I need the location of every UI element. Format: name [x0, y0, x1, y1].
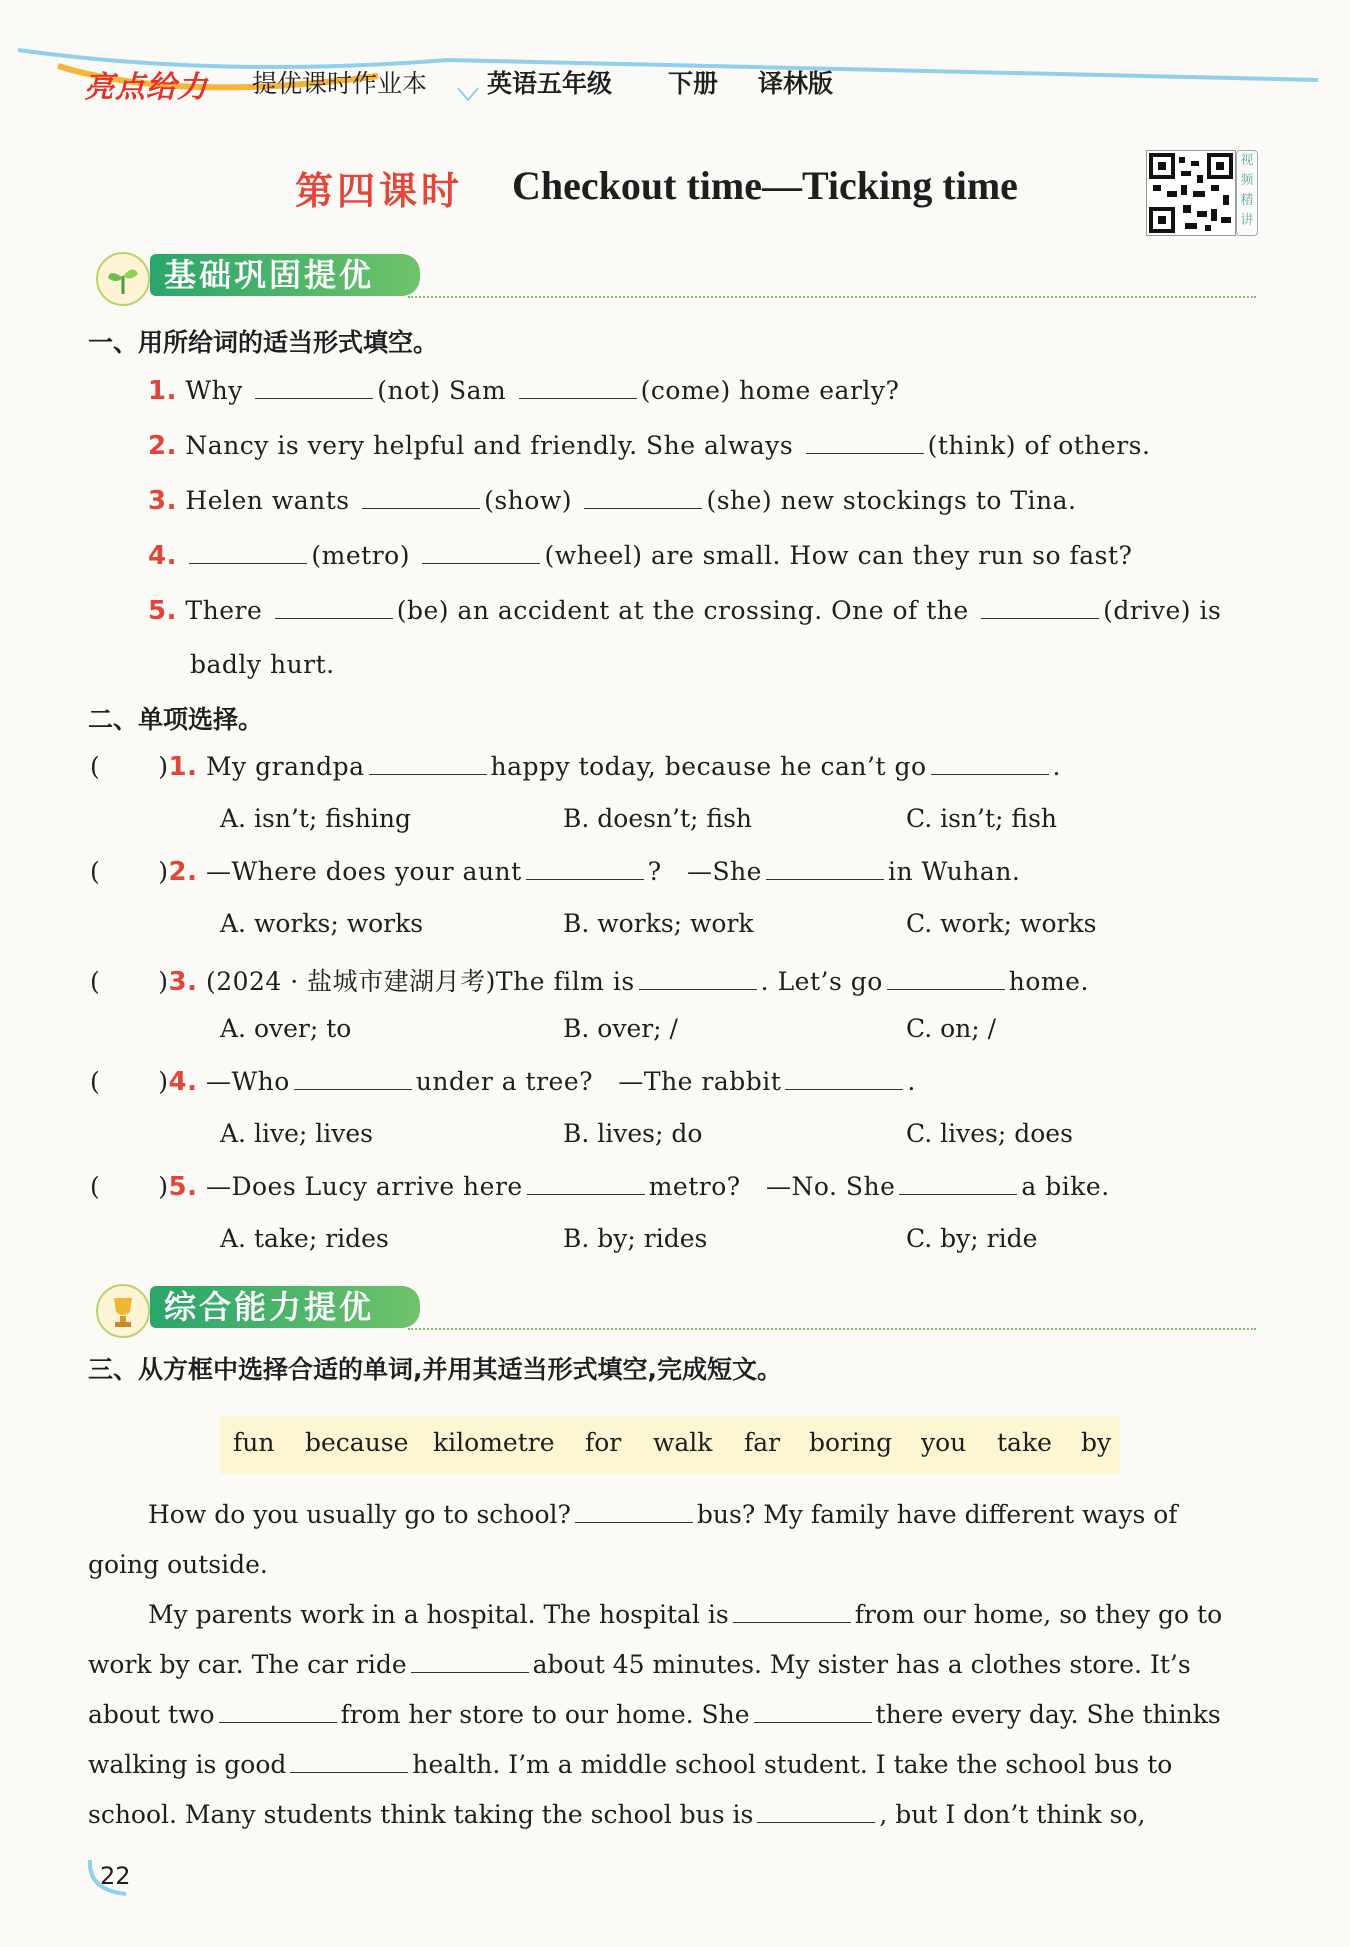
option-c[interactable]: C. on; /	[906, 1014, 997, 1043]
item-number: 5.	[148, 596, 177, 626]
choice-item-5: ( )5. —Does Lucy arrive here metro? —No. She a bike.	[90, 1172, 1110, 1202]
passage-line: work by car. The car ride about 45 minutes. My sister has a clothes store. It’s	[88, 1650, 1191, 1679]
choice-item-3: ( )3. (2024 · 盐城市建湖月考)The film is . Let’s go home.	[90, 967, 1089, 997]
answer-blank[interactable]	[275, 598, 393, 619]
lesson-number: 第四课时	[295, 168, 464, 213]
answer-blank[interactable]	[411, 1652, 529, 1673]
brand-logo: 亮点给力	[84, 70, 208, 105]
answer-blank[interactable]	[584, 488, 702, 509]
fill-item-4: 4. (metro) (wheel) are small. How can they run so fast?	[148, 541, 1133, 571]
page-number: 22	[100, 1862, 131, 1890]
option-a[interactable]: A. over; to	[220, 1014, 352, 1043]
word-bank-item: for	[585, 1428, 622, 1457]
qr-code-icon[interactable]	[1146, 150, 1236, 236]
fill-item-5: 5. There (be) an accident at the crossing. One of the (drive) is	[148, 596, 1222, 626]
answer-blank[interactable]	[806, 433, 924, 454]
item-number: 4.	[148, 541, 177, 571]
answer-blank[interactable]	[219, 1702, 337, 1723]
passage-line: going outside.	[88, 1550, 268, 1579]
grade-label: 英语五年级	[487, 69, 613, 98]
passage-line: school. Many students think taking the school bus is , but I don’t think so,	[88, 1800, 1146, 1829]
answer-blank[interactable]	[733, 1602, 851, 1623]
option-a[interactable]: A. works; works	[220, 909, 424, 938]
word-bank-item: by	[1081, 1428, 1112, 1457]
choice-item-2: ( )2. —Where does your aunt ? —She in Wuhan.	[90, 857, 1021, 887]
answer-blank[interactable]	[785, 1069, 903, 1090]
option-b[interactable]: B. doesn’t; fish	[563, 804, 753, 833]
choice-item-1: ( )1. My grandpa happy today, because he can’t go .	[90, 752, 1061, 782]
section1-divider	[408, 296, 1256, 298]
answer-blank[interactable]	[639, 969, 757, 990]
answer-blank[interactable]	[294, 1069, 412, 1090]
answer-blank[interactable]	[575, 1502, 693, 1523]
passage-line: My parents work in a hospital. The hospital is from our home, so they go to	[148, 1600, 1223, 1629]
word-bank-item: take	[997, 1428, 1052, 1457]
brand-subtitle: 提优课时作业本	[252, 69, 428, 98]
answer-blank[interactable]	[290, 1752, 408, 1773]
passage-line: walking is good health. I’m a middle school student. I take the school bus to	[88, 1750, 1173, 1779]
option-c[interactable]: C. by; ride	[906, 1224, 1038, 1253]
part3-heading: 三、从方框中选择合适的单词,并用其适当形式填空,完成短文。	[88, 1355, 782, 1384]
edition-label: 译林版	[758, 69, 834, 98]
word-bank-item: fun	[233, 1428, 275, 1457]
answer-blank[interactable]	[255, 378, 373, 399]
part2-heading: 二、单项选择。	[88, 705, 264, 734]
option-b[interactable]: B. by; rides	[563, 1224, 708, 1253]
word-bank-item: walk	[653, 1428, 713, 1457]
word-bank-item: far	[744, 1428, 781, 1457]
answer-blank[interactable]	[899, 1174, 1017, 1195]
option-b[interactable]: B. lives; do	[563, 1119, 703, 1148]
video-explanation-label: 视频精讲	[1236, 150, 1258, 236]
answer-blank[interactable]	[931, 754, 1049, 775]
item-number: 1.	[148, 376, 177, 406]
seedling-icon	[96, 252, 150, 306]
option-a[interactable]: A. isn’t; fishing	[220, 804, 411, 833]
word-bank-item: boring	[809, 1428, 893, 1457]
answer-blank[interactable]	[527, 1174, 645, 1195]
answer-blank[interactable]	[766, 859, 884, 880]
fill-item-2: 2. Nancy is very helpful and friendly. She always (think) of others.	[148, 431, 1151, 461]
fill-item-1: 1. Why (not) Sam (come) home early?	[148, 376, 900, 406]
answer-blank[interactable]	[422, 543, 540, 564]
section1-banner: 基础巩固提优	[150, 254, 420, 296]
answer-blank[interactable]	[362, 488, 480, 509]
option-c[interactable]: C. isn’t; fish	[906, 804, 1058, 833]
section2-divider	[408, 1328, 1256, 1330]
section2-banner: 综合能力提优	[150, 1286, 420, 1328]
answer-blank[interactable]	[981, 598, 1099, 619]
answer-blank[interactable]	[754, 1702, 872, 1723]
answer-blank[interactable]	[526, 859, 644, 880]
option-a[interactable]: A. live; lives	[220, 1119, 373, 1148]
option-c[interactable]: C. work; works	[906, 909, 1097, 938]
trophy-icon	[96, 1284, 150, 1338]
term-label: 下册	[668, 69, 719, 98]
part1-heading: 一、用所给词的适当形式填空。	[88, 328, 439, 357]
answer-blank[interactable]	[189, 543, 307, 564]
word-bank-item: because	[305, 1428, 409, 1457]
word-bank-item: you	[921, 1428, 967, 1457]
fill-item-5-cont: badly hurt.	[190, 650, 335, 679]
passage-line: about two from her store to our home. She there every day. She thinks	[88, 1700, 1221, 1729]
answer-blank[interactable]	[519, 378, 637, 399]
choice-item-4: ( )4. —Who under a tree? —The rabbit .	[90, 1067, 916, 1097]
passage-line: How do you usually go to school? bus? My family have different ways of	[148, 1500, 1178, 1529]
fill-item-3: 3. Helen wants (show) (she) new stockings to Tina.	[148, 486, 1077, 516]
word-bank-item: kilometre	[433, 1428, 555, 1457]
option-c[interactable]: C. lives; does	[906, 1119, 1073, 1148]
option-b[interactable]: B. over; /	[563, 1014, 678, 1043]
answer-blank[interactable]	[369, 754, 487, 775]
option-a[interactable]: A. take; rides	[220, 1224, 389, 1253]
lesson-title: Checkout time—Ticking time	[512, 163, 1018, 208]
answer-blank[interactable]	[887, 969, 1005, 990]
option-b[interactable]: B. works; work	[563, 909, 754, 938]
item-number: 3.	[148, 486, 177, 516]
item-number: 2.	[148, 431, 177, 461]
answer-blank[interactable]	[757, 1802, 875, 1823]
